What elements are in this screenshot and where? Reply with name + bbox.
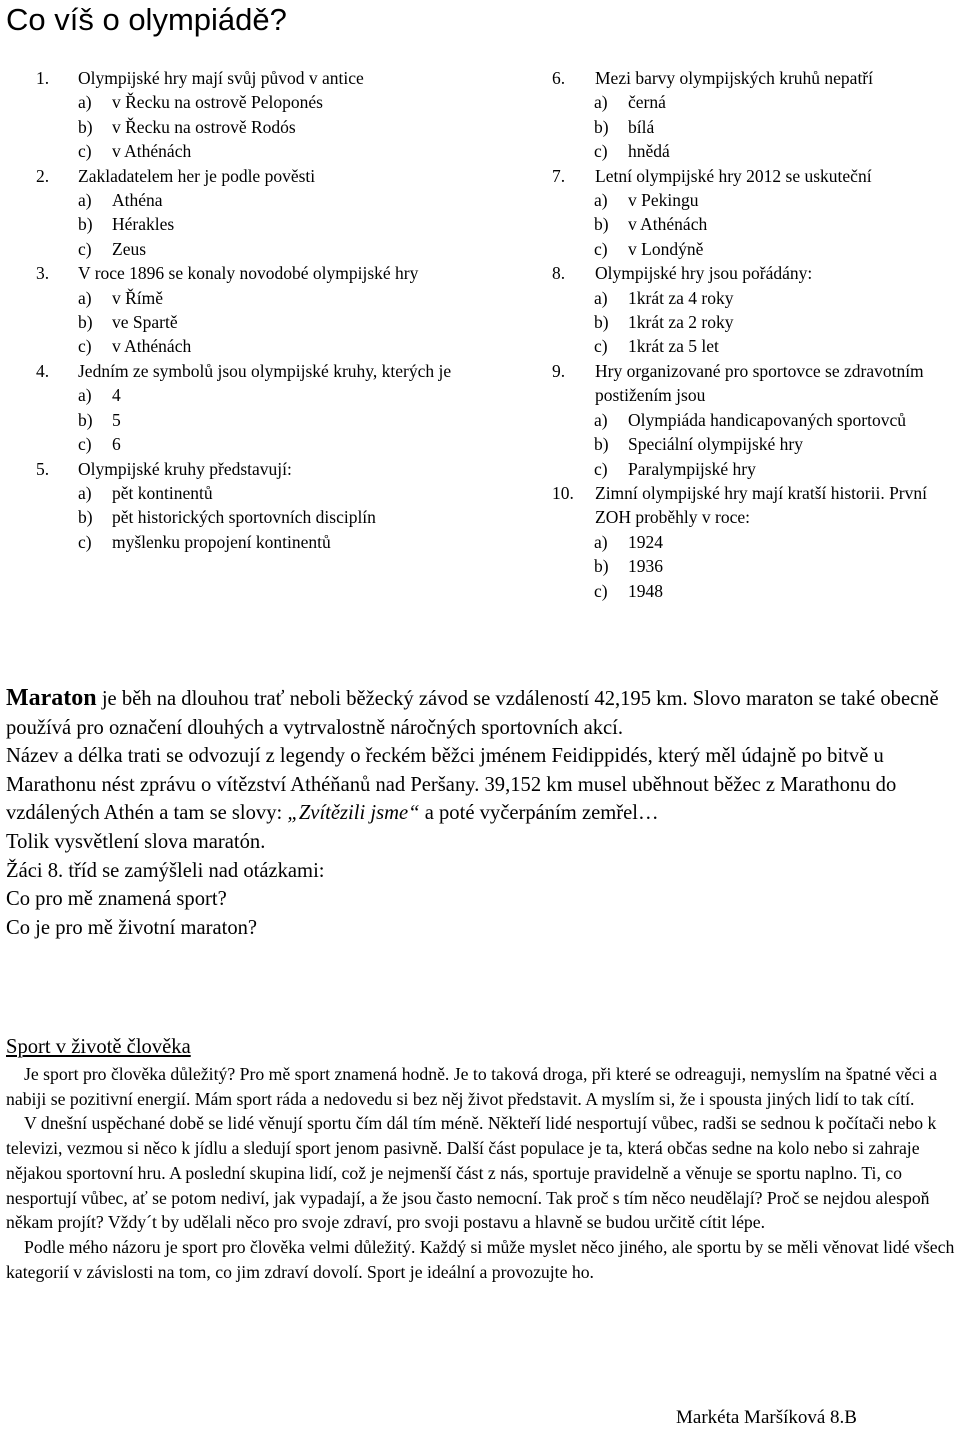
quiz-column-left <box>36 66 466 554</box>
option-letter: a) <box>78 385 92 406</box>
option-letter: b) <box>78 312 93 333</box>
answer-options <box>586 530 952 603</box>
option-text: 1krát za 5 let <box>628 336 719 357</box>
option-letter: a) <box>78 190 92 211</box>
option-letter: a) <box>78 92 92 113</box>
question-text: V roce 1896 se konaly novodobé olympijské hry <box>78 263 419 284</box>
option-text: Paralympijské hry <box>628 458 756 479</box>
maraton-bold-word: Maraton <box>6 685 97 711</box>
question-number: 2. <box>36 165 50 186</box>
answer-options <box>70 286 466 359</box>
maraton-question-2: Co je pro mě životní maraton? <box>6 916 258 939</box>
question-row <box>552 481 952 530</box>
question-row <box>552 261 952 285</box>
answer-option <box>78 432 466 456</box>
quiz-question <box>36 164 466 262</box>
answer-option <box>594 408 952 432</box>
answer-option <box>78 212 466 236</box>
answer-option <box>78 90 466 114</box>
option-letter: c) <box>594 141 608 162</box>
option-text: v Athénách <box>112 336 192 357</box>
option-text: v Londýně <box>628 238 704 259</box>
question-row <box>552 359 952 408</box>
quiz-question <box>552 164 952 262</box>
question-text: Zakladatelem her je podle pověsti <box>78 165 316 186</box>
answer-option <box>78 408 466 432</box>
question-text: Jedním ze symbolů jsou olympijské kruhy, kterých je <box>78 360 452 381</box>
answer-option <box>594 334 952 358</box>
quiz-column-right <box>552 66 952 603</box>
answer-option <box>594 90 952 114</box>
option-letter: b) <box>594 312 609 333</box>
option-text: v Římě <box>112 287 164 308</box>
maraton-quote: „Zvítězili jsme“ <box>287 802 420 825</box>
option-text: Speciální olympijské hry <box>628 434 803 455</box>
option-text: ve Spartě <box>112 312 178 333</box>
option-text: v Athénách <box>112 141 192 162</box>
option-text: v Řecku na ostrově Rodós <box>112 116 296 137</box>
answer-option <box>78 505 466 529</box>
option-letter: a) <box>594 531 608 552</box>
essay-signature: Markéta Maršíková 8.B <box>676 1407 857 1428</box>
option-letter: b) <box>594 556 609 577</box>
quiz-question <box>36 359 466 457</box>
question-row <box>36 359 466 383</box>
question-text: Olympijské kruhy představují: <box>78 458 292 479</box>
option-letter: b) <box>594 434 609 455</box>
option-text: 4 <box>112 385 121 406</box>
answer-option <box>78 139 466 163</box>
answer-option <box>78 383 466 407</box>
answer-option <box>594 286 952 310</box>
question-row <box>36 261 466 285</box>
option-letter: b) <box>78 116 93 137</box>
option-text: 1krát za 4 roky <box>628 287 734 308</box>
question-text: Olympijské hry mají svůj původ v antice <box>78 68 364 88</box>
option-letter: b) <box>594 214 609 235</box>
option-letter: b) <box>594 116 609 137</box>
option-letter: c) <box>594 580 608 601</box>
question-number: 3. <box>36 263 50 284</box>
question-text: Letní olympijské hry 2012 se uskuteční <box>595 165 872 186</box>
question-row <box>36 164 466 188</box>
answer-option <box>78 530 466 554</box>
option-letter: c) <box>78 238 92 259</box>
option-letter: b) <box>78 409 93 430</box>
answer-options <box>70 90 466 163</box>
option-letter: a) <box>78 482 92 503</box>
quiz-question <box>36 261 466 359</box>
answer-option <box>78 115 466 139</box>
quiz-question <box>36 457 466 555</box>
answer-option <box>594 237 952 261</box>
question-number: 5. <box>36 458 50 479</box>
question-number: 6. <box>552 68 566 88</box>
answer-option <box>594 554 952 578</box>
option-letter: c) <box>594 336 608 357</box>
question-text: Olympijské hry jsou pořádány: <box>595 263 813 284</box>
essay-title: Sport v životě člověka <box>6 1036 191 1058</box>
option-letter: a) <box>78 287 92 308</box>
answer-option <box>78 188 466 212</box>
option-letter: c) <box>594 458 608 479</box>
option-text: Zeus <box>112 238 147 259</box>
option-text: pět historických sportovních disciplín <box>112 507 376 528</box>
option-text: černá <box>628 92 666 113</box>
answer-options <box>586 90 952 163</box>
answer-options <box>586 408 952 481</box>
question-text: Hry organizované pro sportovce se zdravotním postižením jsou <box>595 360 924 406</box>
maraton-line-tolik: Tolik vysvětlení slova maratón. <box>6 830 266 853</box>
essay-paragraph: Podle mého názoru je sport pro člověka velmi důležitý. Každý si může myslet něco jiného, ale sportu by se měli věnovat lidé všech kategorií v závislosti na tom, co jim zdraví dovolí. Sport je ideální a provozujte ho. <box>6 1236 955 1282</box>
option-letter: b) <box>78 214 93 235</box>
answer-option <box>594 188 952 212</box>
maraton-line-zaci: Žáci 8. tříd se zamýšleli nad otázkami: <box>6 859 325 882</box>
answer-option <box>78 334 466 358</box>
answer-options <box>586 286 952 359</box>
option-letter: c) <box>78 141 92 162</box>
option-letter: c) <box>78 336 92 357</box>
option-text: v Pekingu <box>628 190 699 211</box>
answer-option <box>594 432 952 456</box>
option-letter: a) <box>594 190 608 211</box>
option-letter: a) <box>594 287 608 308</box>
option-text: 5 <box>112 409 121 430</box>
answer-options <box>70 481 466 554</box>
essay-paragraph: Je sport pro člověka důležitý? Pro mě sport znamená hodně. Je to taková droga, při které se odreaguji, nemyslím na špatné věci a nabiji se pozitivní energií. Mám sport ráda a nedovedu si bez něj život představit. A myslím si, že i spousta jiných lidí to tak cítí. <box>6 1064 938 1109</box>
quiz-question <box>552 66 952 164</box>
question-row <box>552 66 952 90</box>
question-row <box>552 164 952 188</box>
option-letter: a) <box>594 409 608 430</box>
answer-option <box>78 286 466 310</box>
option-text: pět kontinentů <box>112 482 213 503</box>
answer-option <box>594 139 952 163</box>
maraton-section <box>6 684 956 942</box>
essay-body <box>6 1062 956 1284</box>
question-number: 10. <box>552 482 574 503</box>
quiz-question <box>36 66 466 164</box>
answer-option <box>594 579 952 603</box>
answer-option <box>78 481 466 505</box>
maraton-paragraph-1 <box>6 684 956 742</box>
answer-option <box>594 212 952 236</box>
answer-option <box>594 530 952 554</box>
maraton-paragraph-2 <box>6 742 956 828</box>
option-text: Olympiáda handicapovaných sportovců <box>628 409 906 430</box>
answer-option <box>594 310 952 334</box>
answer-option <box>78 310 466 334</box>
essay-paragraph: V dnešní uspěchané době se lidé věnují sportu čím dál tím méně. Někteří lidé nesportují vůbec, radši se sednou k počítači nebo k televizi, vezmou si něco k jídlu a sledují sport jenom pasivně. Další část populace je ta, která občas sedne na kolo nebo si zahraje nějakou sportovní hru. A poslední skupina lidí, což je nejmenší část z nás, sportuje pravidelně a věnuje se sportu naplno. Ti, co nesportují vůbec, ať se potom nediví, jak vypadají, a že jsou často nemocní. Tak proč s tím něco neudělají? Proč se nejdou alespoň někam projít? Vždy´t by udělali něco pro svoje zdraví, pro svoji postavu a hlavně se budou určitě cítit lépe. <box>6 1113 937 1233</box>
question-number: 1. <box>36 68 50 88</box>
answer-options <box>586 188 952 261</box>
answer-options <box>70 383 466 456</box>
option-text: Hérakles <box>112 214 175 235</box>
question-text: Zimní olympijské hry mají kratší historii. První ZOH proběhly v roce: <box>595 482 927 528</box>
option-text: 1948 <box>628 580 663 601</box>
answer-option <box>594 115 952 139</box>
quiz-question <box>552 359 952 481</box>
quiz-question <box>552 261 952 359</box>
option-text: 6 <box>112 434 121 455</box>
answer-option <box>78 237 466 261</box>
maraton-definition: je běh na dlouhou trať neboli běžecký závod se vzdáleností 42,195 km. Slovo maraton se také obecně používá pro označení dlouhých a vytrvalostně náročných sportovních akcí. <box>6 688 939 739</box>
question-number: 8. <box>552 263 566 284</box>
quiz-question <box>552 481 952 603</box>
option-letter: b) <box>78 507 93 528</box>
option-text: bílá <box>628 116 655 137</box>
option-text: hnědá <box>628 141 670 162</box>
maraton-legend-end: a poté vyčerpáním zemřel… <box>424 802 659 825</box>
option-letter: c) <box>594 238 608 259</box>
option-text: 1924 <box>628 531 663 552</box>
option-text: 1936 <box>628 556 663 577</box>
question-number: 4. <box>36 360 50 381</box>
option-letter: a) <box>594 92 608 113</box>
question-row <box>36 66 466 90</box>
option-text: v Řecku na ostrově Peloponés <box>112 92 323 113</box>
option-text: 1krát za 2 roky <box>628 312 734 333</box>
question-number: 7. <box>552 165 566 186</box>
question-text: Mezi barvy olympijských kruhů nepatří <box>595 68 873 88</box>
option-letter: c) <box>78 531 92 552</box>
option-text: myšlenku propojení kontinentů <box>112 531 331 552</box>
question-number: 9. <box>552 360 566 381</box>
option-letter: c) <box>78 434 92 455</box>
option-text: v Athénách <box>628 214 708 235</box>
question-row <box>36 457 466 481</box>
maraton-question-1: Co pro mě znamená sport? <box>6 888 227 911</box>
answer-option <box>594 457 952 481</box>
option-text: Athéna <box>112 190 163 211</box>
answer-options <box>70 188 466 261</box>
page-title: Co víš o olympiádě? <box>6 2 287 37</box>
maraton-legend-text: Název a délka trati se odvozují z legendy o řeckém běžci jménem Feidippidés, který měl údajně po bitvě u Marathonu nést zprávu o vítězství Athéňanů nad Peršany. 39,152 km musel uběhnout běžec z Marathonu do vzdálených Athén a tam se slovy: <box>6 745 897 825</box>
